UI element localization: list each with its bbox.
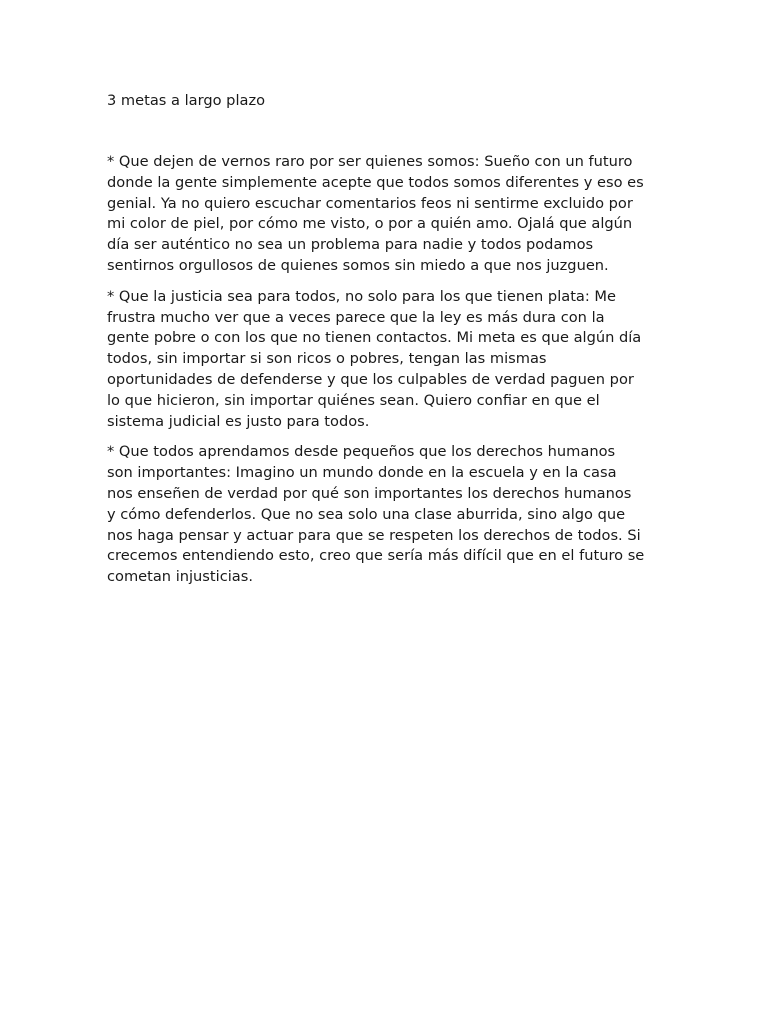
- document-page: [107, 90, 667, 598]
- goal-paragraph-3: * Que todos aprendamos desde pequeños que los derechos humanos son importantes: Imagino un mundo donde en la escuela y en la casa nos enseñen de verdad por qué son importantes los derechos humanos y cómo defenderlos. Que no sea solo una clase aburrida, sino algo que nos haga pensar y actuar para que se respeten los derechos de todos. Si crecemos entendiendo esto, creo que sería más difícil que en el futuro se cometan injusticias.: [107, 443, 645, 586]
- title-spacer: [107, 111, 667, 152]
- goal-paragraph-2: * Que la justicia sea para todos, no solo para los que tienen plata: Me frustra mucho ver que a veces parece que la ley es más dura con la gente pobre o con los que no tienen contactos. Mi meta es que algún día todos, sin importar si son ricos o pobres, tengan las mismas oportunidades de defenderse y que los culpables de verdad paguen por lo que hicieron, sin importar quiénes sean. Quiero confiar en que el sistema judicial es justo para todos.: [107, 287, 642, 430]
- document-title: 3 metas a largo plazo: [107, 92, 266, 109]
- goal-paragraph-1: * Que dejen de vernos raro por ser quienes somos: Sueño con un futuro donde la gente simplemente acepte que todos somos diferentes y eso es genial. Ya no quiero escuchar comentarios feos ni sentirme excluido por mi color de piel, por cómo me visto, o por a quién amo. Ojalá que algún día ser auténtico no sea un problema para nadie y todos podamos sentirnos orgullosos de quienes somos sin miedo a que nos juzguen.: [107, 153, 644, 274]
